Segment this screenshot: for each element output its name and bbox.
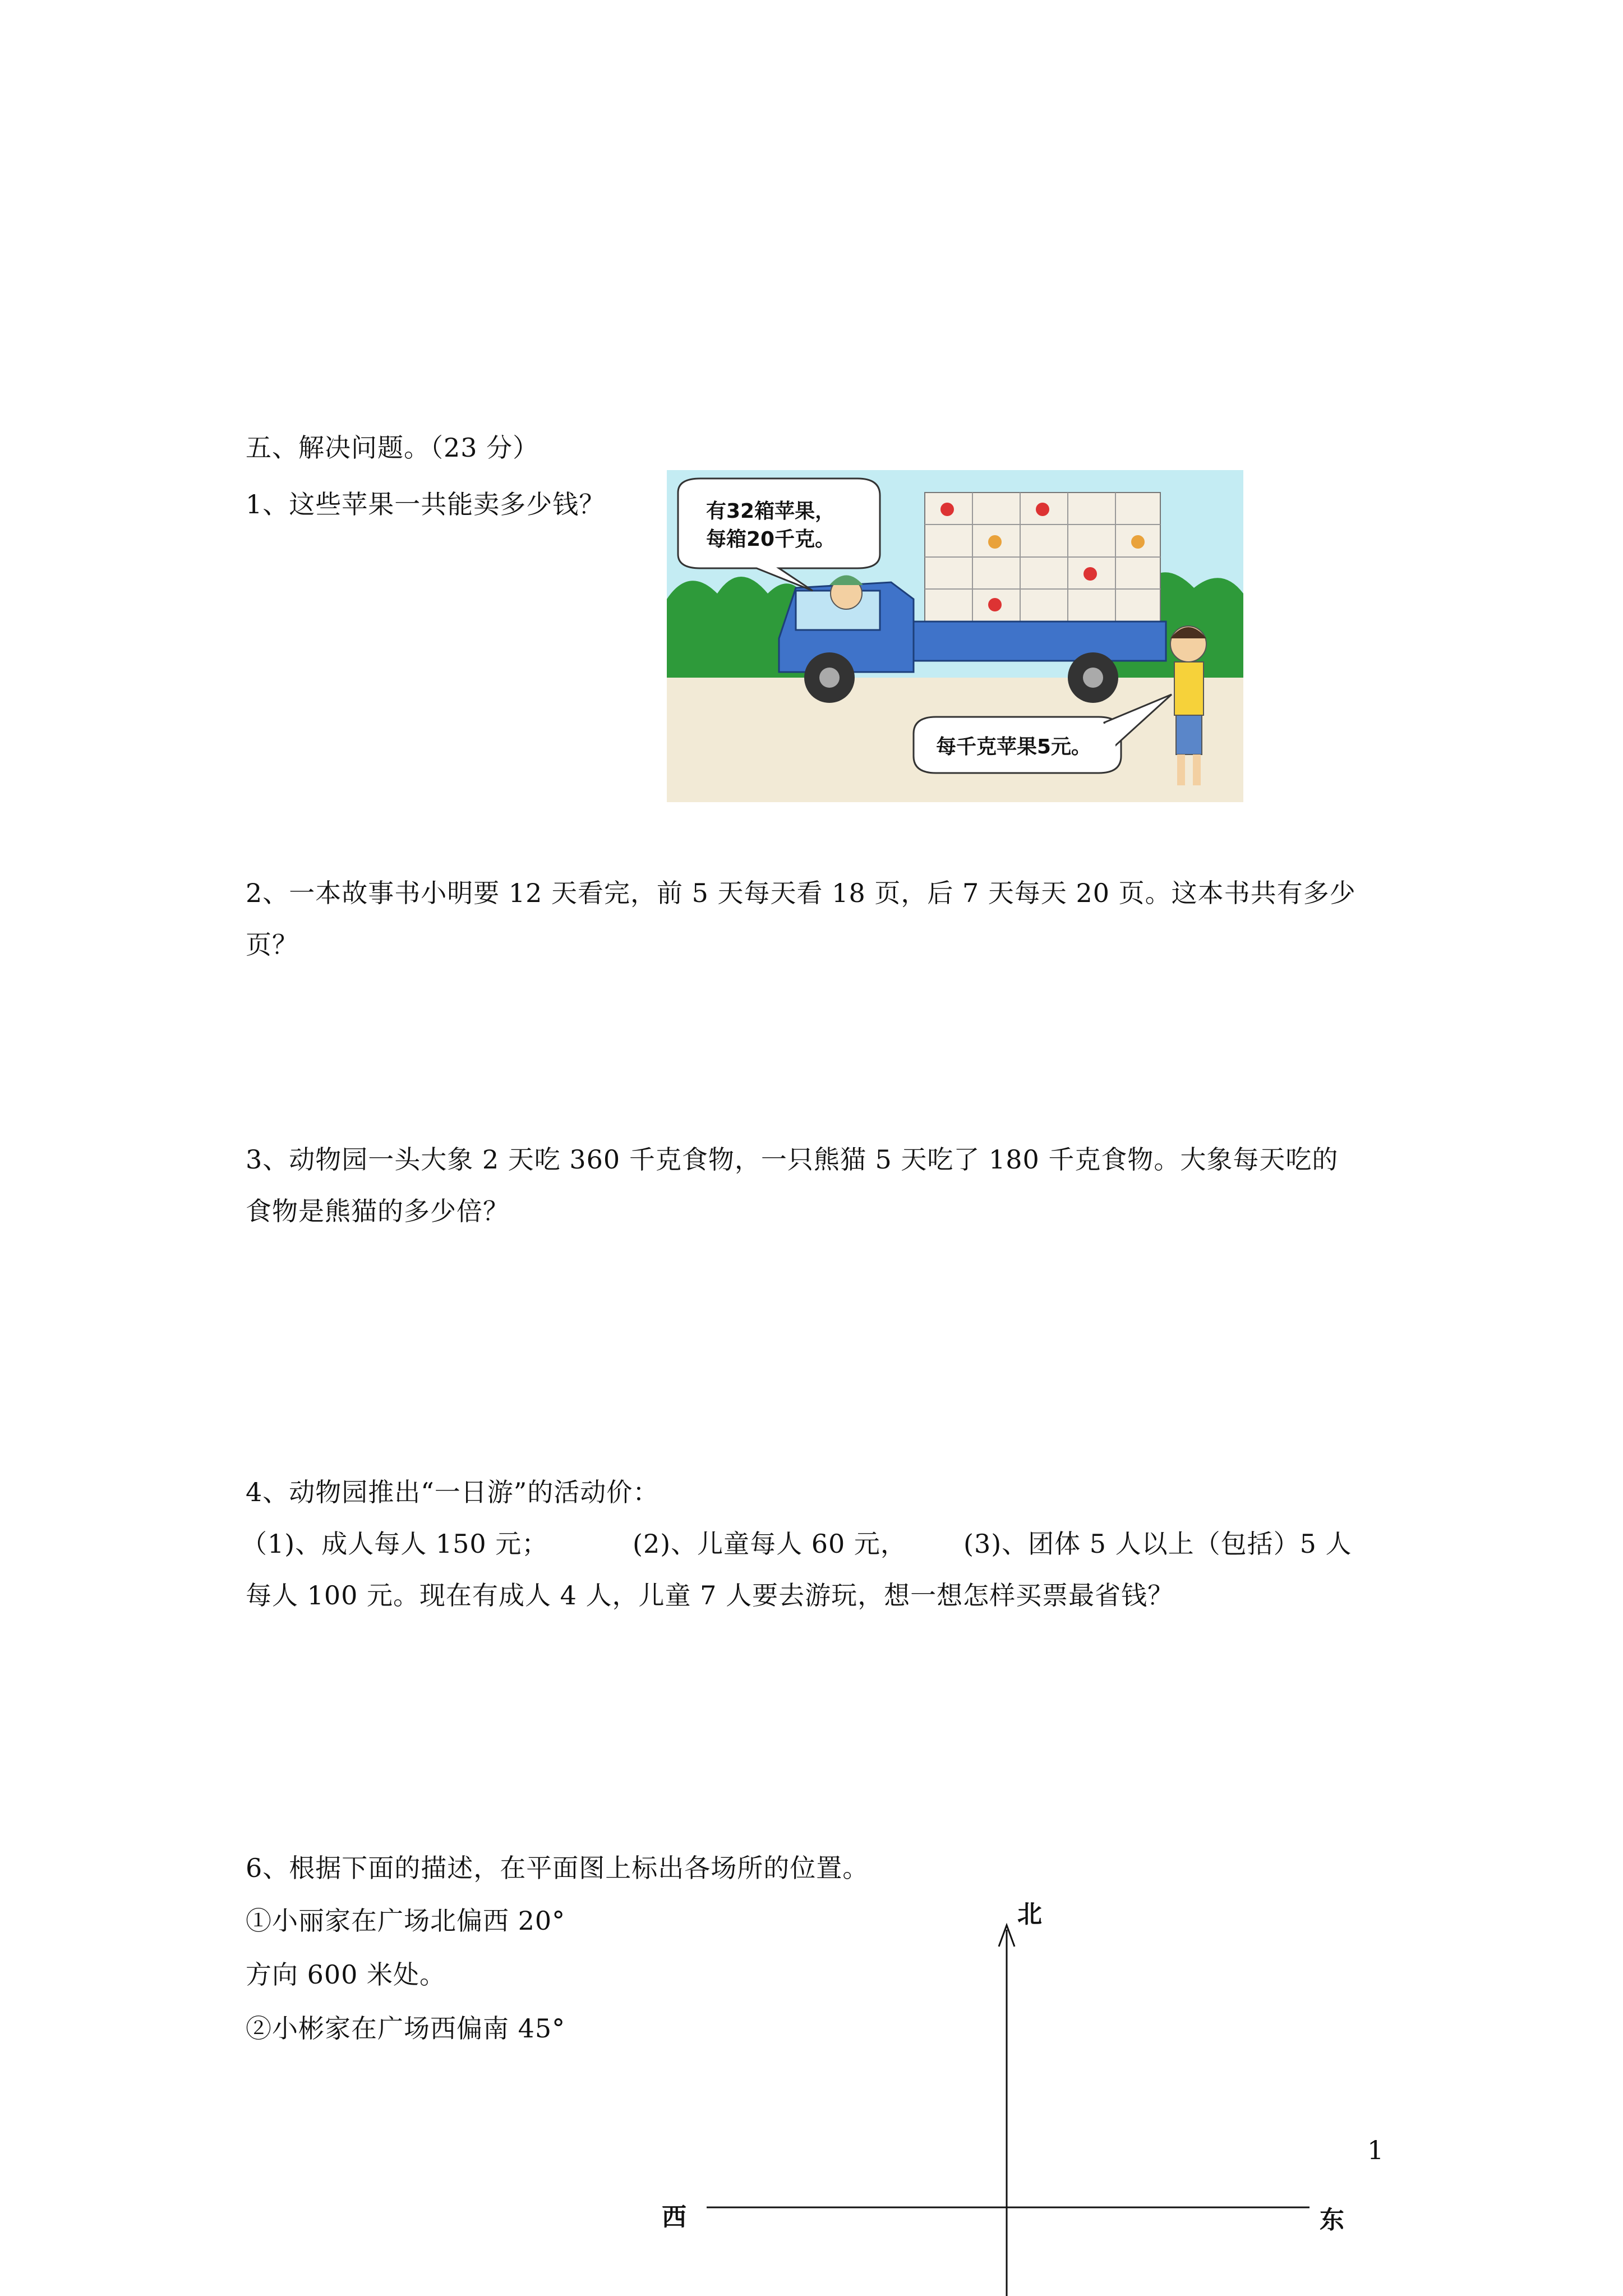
question-4-option-2: (2)、儿童每人 60 元， xyxy=(633,1529,907,1559)
boy-bubble-text: 每千克苹果5元。 xyxy=(936,735,1092,758)
question-4-line-1: 4、动物园推出“一日游”的活动价： xyxy=(246,1477,660,1507)
question-6-line-2: ①小丽家在广场北偏西 20° xyxy=(246,1906,566,1936)
north-label: 北 xyxy=(1017,1900,1042,1929)
section-title: 五、解决问题。（23 分） xyxy=(246,432,540,463)
question-2-line-1: 2、一本故事书小明要 12 天看完，前 5 天每天看 18 页，后 7 天每天 20 页。这本书共有多少 xyxy=(246,878,1356,908)
question-6-line-3: 方向 600 米处。 xyxy=(246,1959,446,1990)
west-label: 西 xyxy=(662,2203,686,2231)
compass-diagram xyxy=(645,1890,1374,2296)
question-6-line-4: ②小彬家在广场西偏南 45° xyxy=(246,2013,566,2044)
driver-bubble-line-2: 每箱20千克。 xyxy=(706,528,836,551)
question-6-line-1: 6、根据下面的描述，在平面图上标出各场所的位置。 xyxy=(246,1853,869,1883)
driver xyxy=(829,576,863,610)
question-4-option-3: (3)、团体 5 人以上（包括）5 人 xyxy=(963,1529,1352,1559)
question-3-line-1: 3、动物园一头大象 2 天吃 360 千克食物，一只熊猫 5 天吃了 180 千克食物。大象每天吃的 xyxy=(246,1144,1339,1175)
question-1-text: 1、这些苹果一共能卖多少钱？ xyxy=(246,489,606,519)
question-4-line-3: 每人 100 元。现在有成人 4 人，儿童 7 人要去游玩，想一想怎样买票最省钱？ xyxy=(246,1580,1174,1611)
question-2-line-2: 页？ xyxy=(246,930,298,960)
page-number: 1 xyxy=(1367,2135,1385,2165)
truck-apples-illustration xyxy=(667,470,1243,802)
question-4-option-1: （1)、成人每人 150 元； xyxy=(241,1529,548,1559)
east-label: 东 xyxy=(1320,2206,1344,2234)
apple-boxes xyxy=(925,493,1160,622)
driver-bubble-line-1: 有32箱苹果， xyxy=(706,500,836,523)
question-3-line-2: 食物是熊猫的多少倍？ xyxy=(246,1196,509,1226)
